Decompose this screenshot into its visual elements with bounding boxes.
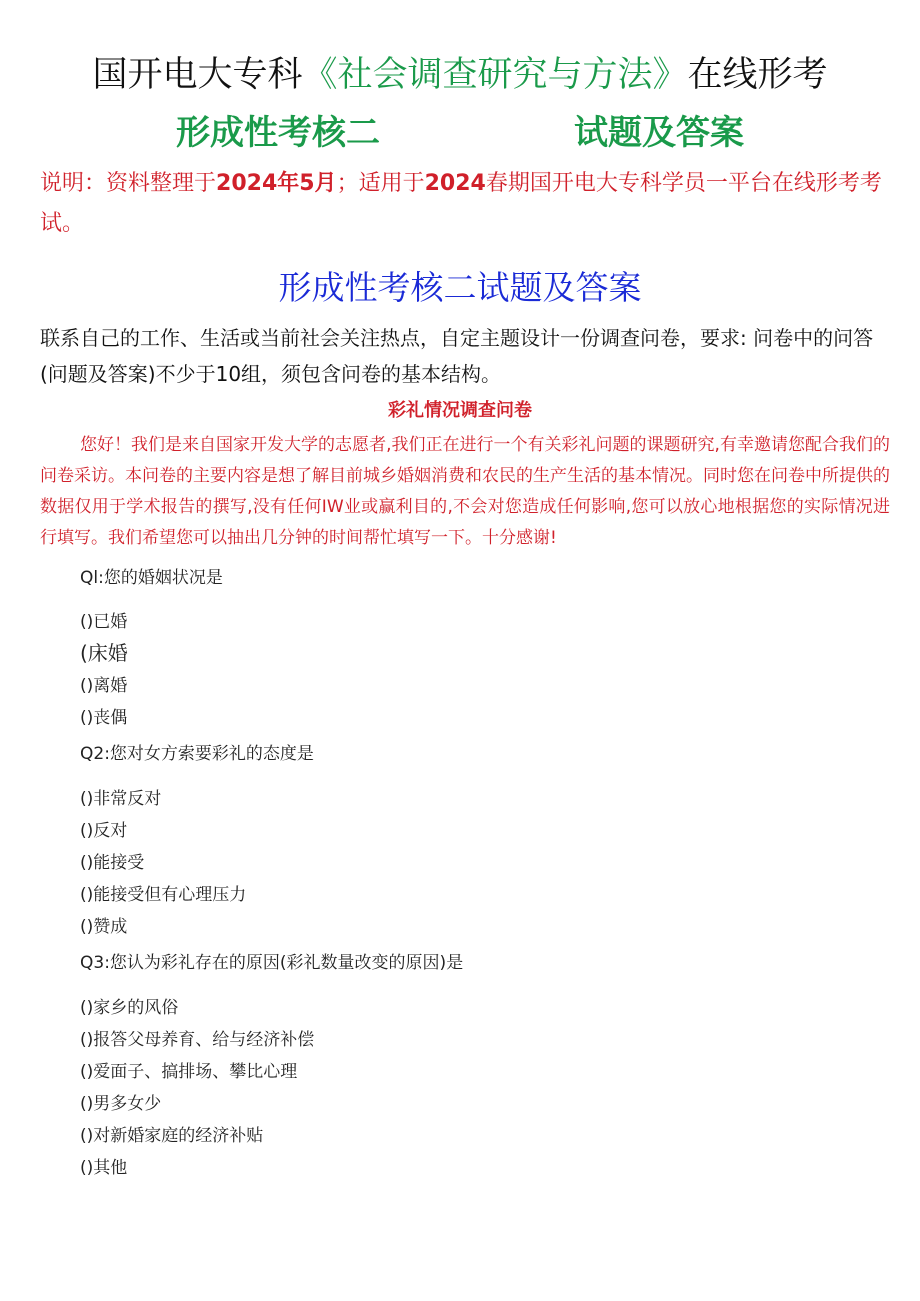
answer-option: ()能接受但有心理压力 [80, 885, 247, 905]
note-paragraph [40, 164, 890, 244]
answer-option: (床婚 [80, 641, 128, 665]
note-term: 2024 [424, 171, 486, 196]
note-year-month: 2024年5月 [216, 171, 337, 196]
note-part2: ；适用于 [336, 171, 425, 196]
note-part3: 春期国开电大专科学员一平台在线形考考试。 [40, 171, 882, 236]
answer-option: ()男多女少 [80, 1094, 162, 1114]
answer-option: ()爱面子、搞排场、攀比心理 [80, 1062, 298, 1082]
answer-option: ()离婚 [80, 676, 128, 696]
question-label: Ql:您的婚姻状况是 [80, 568, 223, 588]
answer-option: ()赞成 [80, 917, 128, 937]
survey-intro: 您好！我们是来自国家开发大学的志愿者,我们正在进行一个有关彩礼问题的课题研究,有幸邀请您配合我们的问卷采访。本问卷的主要内容是想了解目前城乡婚姻消费和农民的生产生活的基本情况。同时您在问卷中所提供的数据仅用于学术报告的撰写,没有任何IW业或赢利目的,不会对您造成任何影响,您可以放心地根据您的实际情况进行填写。我们希望您可以抽出几分钟的时间帮忙填写一下。十分感谢! [40, 435, 890, 548]
subtitle-left: 形成性考核二 [176, 113, 380, 153]
answer-option: ()丧偶 [80, 708, 128, 728]
answer-option: ()能接受 [80, 853, 145, 873]
answer-option: ()非常反对 [80, 789, 162, 809]
answer-option: ()家乡的风俗 [80, 998, 179, 1018]
answer-option: ()报答父母养育、给与经济补偿 [80, 1030, 315, 1050]
question-label: Q2:您对女方索要彩礼的态度是 [80, 744, 314, 764]
question-label: Q3:您认为彩礼存在的原因(彩礼数量改变的原因)是 [80, 953, 464, 973]
note-part1: 说明：资料整理于 [40, 171, 217, 196]
answer-option: ()对新婚家庭的经济补贴 [80, 1126, 264, 1146]
title-course: 《社会调查研究与方法》 [302, 55, 688, 95]
title-suffix: 在线形考 [687, 55, 828, 95]
survey-title: 彩礼情况调查问卷 [388, 400, 532, 421]
answer-option: ()已婚 [80, 612, 128, 632]
section-title: 形成性考核二试题及答案 [278, 268, 642, 307]
title-prefix: 国开电大专科 [92, 55, 303, 95]
answer-option: ()其他 [80, 1158, 128, 1178]
answer-option: ()反对 [80, 821, 128, 841]
subtitle-right: 试题及答案 [574, 113, 744, 153]
task-description: 联系自己的工作、生活或当前社会关注热点，自定主题设计一份调查问卷，要求: 问卷中的问答(问题及答案)不少于10组，须包含问卷的基本结构。 [40, 326, 874, 386]
document-title [0, 52, 920, 98]
